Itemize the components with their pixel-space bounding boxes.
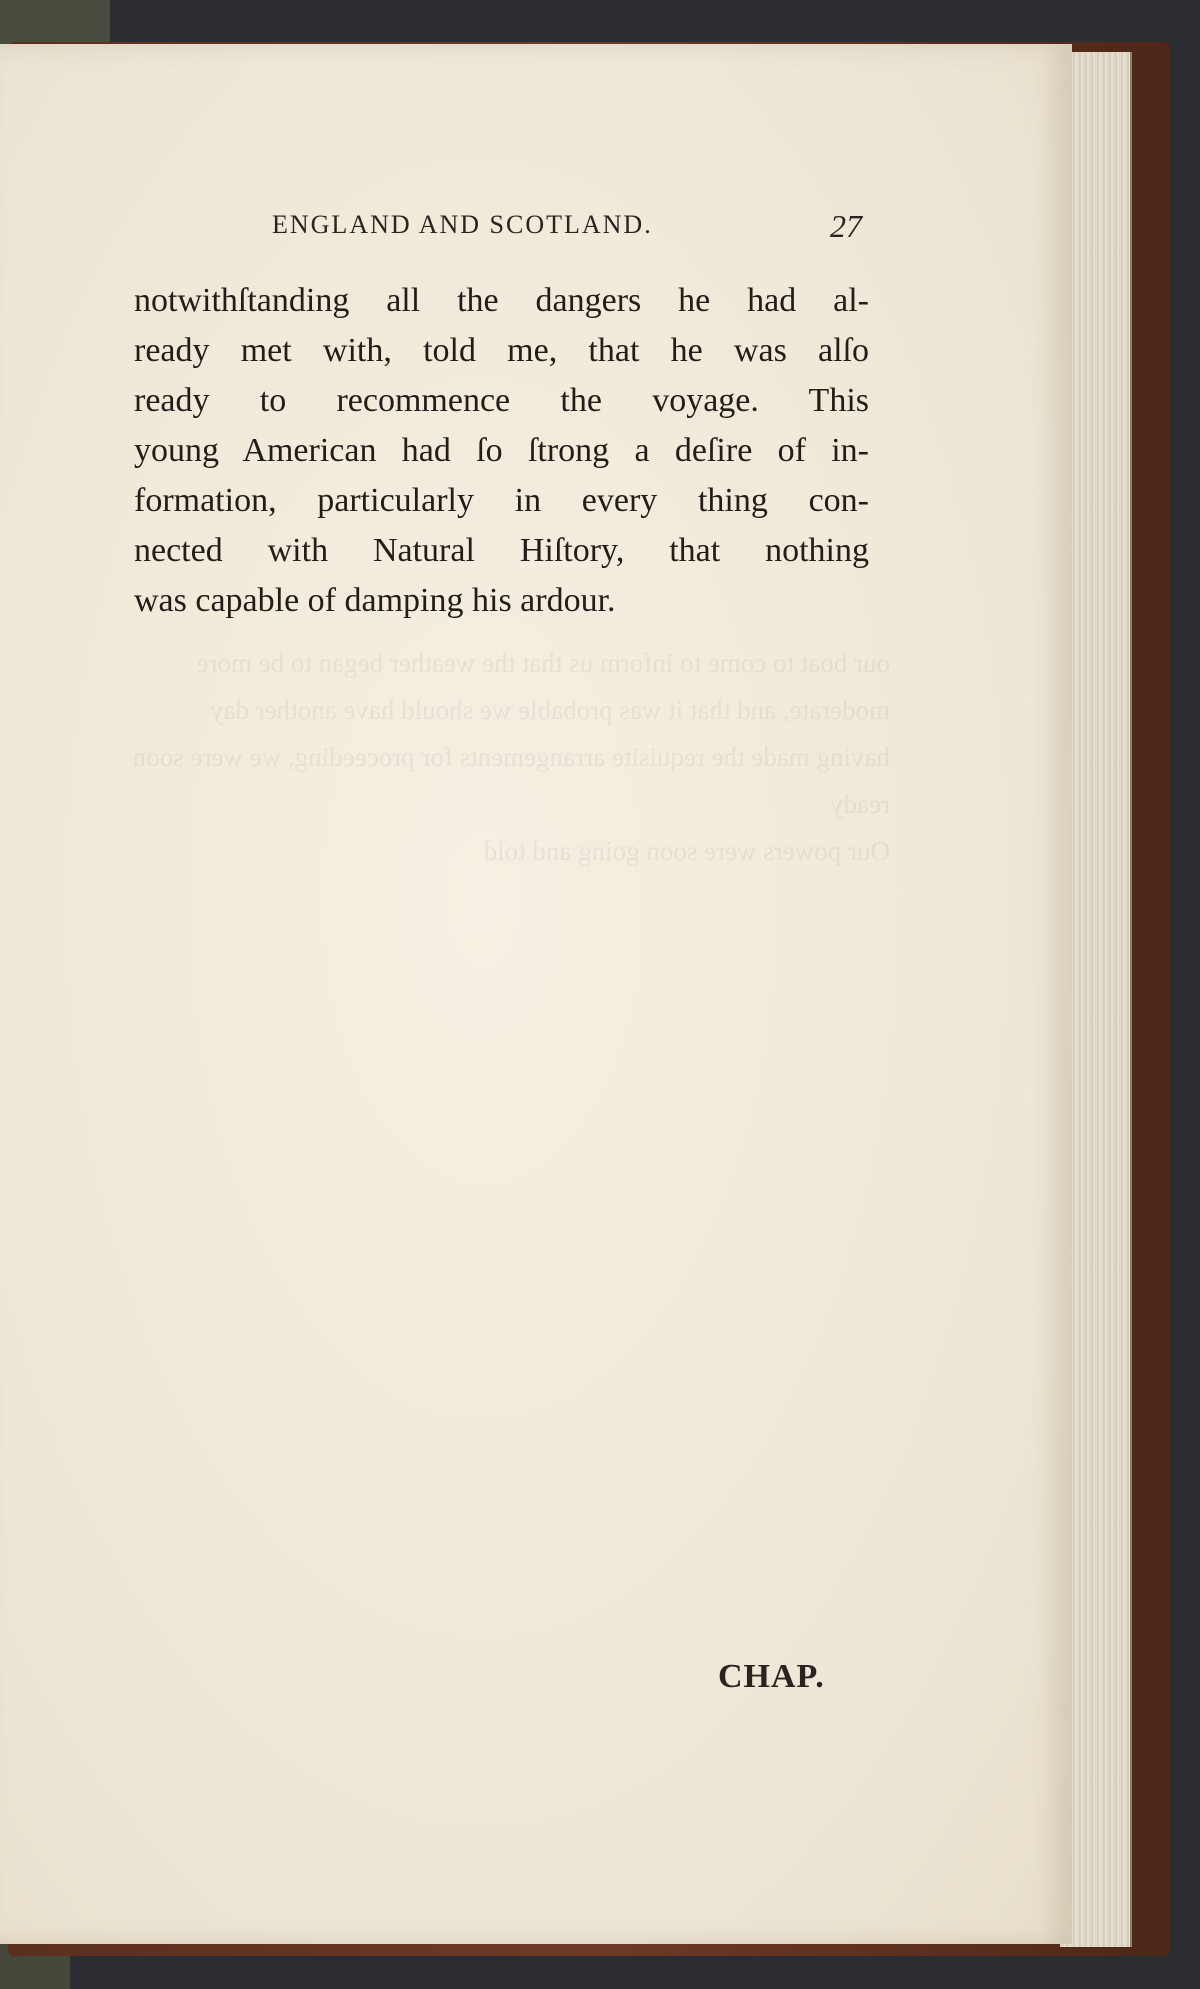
page-number: 27 — [830, 208, 862, 244]
show-through-text: our boat to come to inform us that the weather began to be more moderate, and that it was probable we should have another day having made the requisite arrangements for proceeding, we were soon ready Our powers were soon going and told — [132, 648, 890, 866]
running-head-title: ENGLAND AND SCOTLAND. — [272, 210, 653, 239]
text-line: notwithſtanding all the dangers he had al- — [134, 282, 869, 319]
running-head — [272, 210, 872, 250]
catchword: CHAP. — [718, 1658, 825, 1695]
body-text — [134, 276, 869, 626]
text-line: ready met with, told me, that he was alſo — [134, 332, 869, 369]
text-line: nected with Natural Hiſtory, that nothing — [134, 532, 869, 569]
text-line: was capable of damping his ardour. — [134, 582, 616, 619]
text-line: ready to recommence the voyage. This — [134, 382, 869, 419]
text-line: young American had ſo ſtrong a deſire of in- — [134, 432, 869, 469]
text-line: formation, particularly in every thing con- — [134, 482, 869, 519]
